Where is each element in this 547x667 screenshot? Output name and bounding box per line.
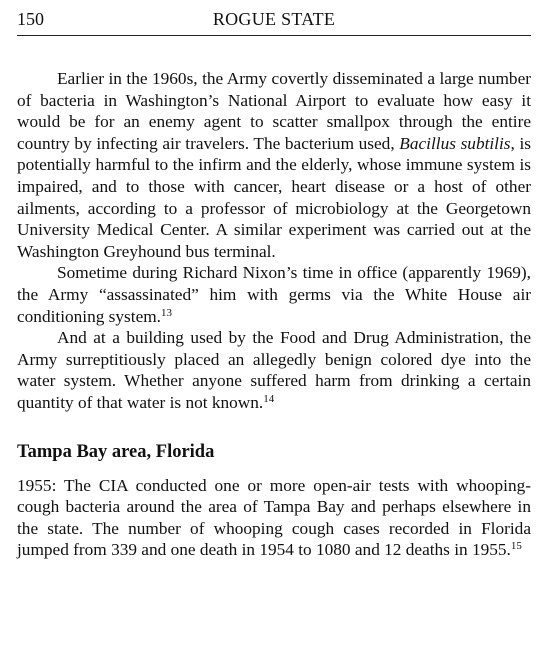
header-rule xyxy=(17,35,531,36)
paragraph-text: 1955: The CIA conducted one or more open-air tests with whooping- cough bacteria around the area of Tampa Bay and perhaps elsewhere in the state. The number of whooping cough cases recorded in Florida jumped from 339 and one death in 1954 to 1080 and 12 deaths in 1955. xyxy=(17,475,531,560)
paragraph-tampa-bay xyxy=(17,475,531,561)
paragraph-text: , is potentially harmful to the infirm and the elderly, whose immune system is impaired, and to those with cancer, heart disease or a host of other ailments, according to a professor of microbiology at the Georgetown University Medical Center. A similar experiment was carried out at the Washington Greyhound bus terminal. xyxy=(17,133,532,261)
section-heading: Tampa Bay area, Florida xyxy=(17,441,215,462)
paragraph-nixon xyxy=(17,262,531,327)
page-number: 150 xyxy=(17,9,44,29)
body-text xyxy=(17,68,531,414)
paragraph-text: And at a building used by the Food and Drug Administration, the Army surreptitiously placed an allegedly benign colored dye into the water system. Whether anyone suffered harm from drinking a certain quantity of that water is not known. xyxy=(17,328,531,412)
paragraph-text: Sometime during Richard Nixon’s time in office (apparently 1969), the Army “assassinated” him with germs via the White House air conditioning system. xyxy=(17,263,531,326)
paragraph-fda xyxy=(17,327,531,413)
section-body xyxy=(17,475,531,561)
footnote-reference: 15 xyxy=(510,540,522,553)
footnote-reference: 13 xyxy=(161,306,173,319)
paragraph-text: Earlier in the 1960s, the Army covertly disseminated a large number of bacteria in Washington’s National Airport to evaluate how easy it would be for an enemy agent to scatter smallpox through the entire country by infecting air travelers. The bacterium used, xyxy=(17,69,531,153)
book-page xyxy=(17,6,531,561)
book-title: ROGUE STATE xyxy=(212,9,336,29)
footnote-reference: 14 xyxy=(263,392,275,405)
paragraph-national-airport xyxy=(17,68,531,262)
running-header xyxy=(17,6,531,32)
bacterium-name: Bacillus subtilis xyxy=(399,133,511,153)
